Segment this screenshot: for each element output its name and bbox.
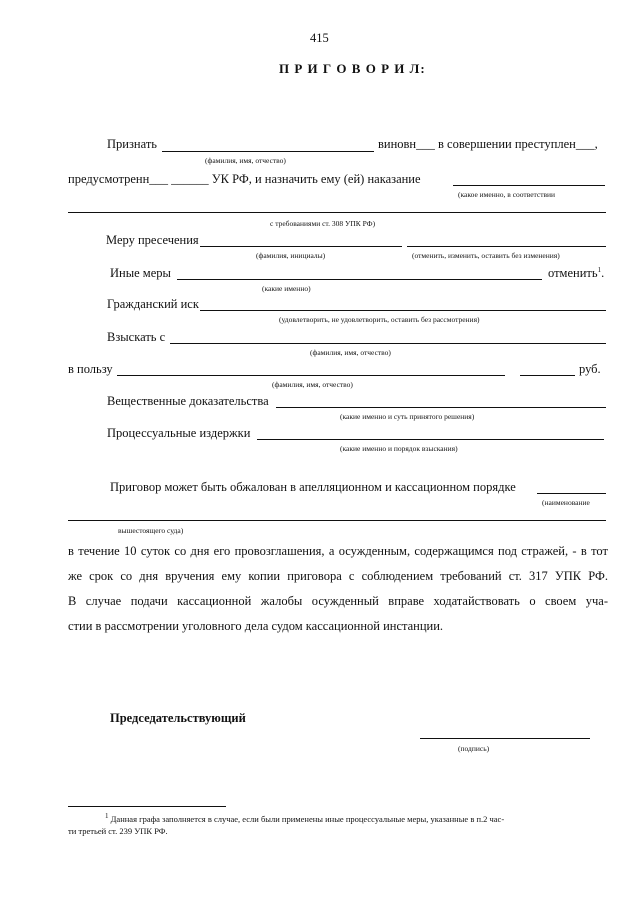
caption-civil-claim-options: (удовлетворить, не удовлетворить, оставить без рассмотрения) — [279, 315, 480, 324]
paragraph-line: в течение 10 суток со дня его провозглашения, а осужденным, содержащимся под стражей, - в тот — [68, 544, 608, 558]
blank-preventive-decision — [407, 246, 606, 247]
footnote-line-1 — [105, 812, 504, 824]
label-other-measures: Иные меры — [110, 266, 171, 280]
blank-court-name — [537, 493, 606, 494]
caption-full-name-3: (фамилия, имя, отчество) — [272, 380, 353, 389]
blank-other-measures — [177, 279, 542, 280]
footnote-text-1: Данная графа заполняется в случае, если были применены иные процессуальные меры, указанные в п.2 час- — [110, 813, 505, 824]
text-rubles: руб. — [579, 362, 601, 376]
footnote-separator — [68, 806, 226, 807]
paragraph-line: стии в рассмотрении уголовного дела судом кассационной инстанции. — [68, 619, 444, 633]
caption-which-exactly: (какое именно, в соответствии — [458, 190, 556, 199]
label-priznat: Признать — [107, 137, 157, 151]
blank-defendant-name — [162, 151, 374, 152]
label-procedural-costs: Процессуальные издержки — [107, 426, 251, 440]
caption-full-name-2: (фамилия, имя, отчество) — [310, 348, 391, 357]
text-guilty-of-crime: виновн___ в совершении преступлен___, — [378, 137, 598, 151]
blank-court-name-cont — [68, 520, 606, 521]
label-physical-evidence: Вещественные доказательства — [107, 394, 269, 408]
paragraph-line: же срок со дня вручения ему копии приговора с соблюдением требований ст. 317 УПК РФ. — [68, 569, 608, 583]
blank-physical-evidence — [276, 407, 606, 408]
blank-civil-claim — [200, 310, 606, 311]
blank-amount — [520, 375, 575, 376]
caption-which-ones: (какие именно) — [262, 284, 311, 293]
paragraph-line: В случае подачи кассационной жалобы осужденный вправе ходатайствовать о своем уча- — [68, 594, 608, 608]
text-appeal: Приговор может быть обжалован в апелляционном и кассационном порядке — [110, 480, 516, 494]
blank-punishment-cont — [68, 212, 606, 213]
caption-cancel-change-keep: (отменить, изменить, оставить без изменения) — [412, 251, 560, 260]
caption-art-308: с требованиями ст. 308 УПК РФ) — [270, 219, 376, 228]
blank-punishment — [453, 185, 605, 186]
footnote-text-2: ти третьей ст. 239 УПК РФ. — [68, 826, 168, 836]
blank-in-favor-of — [117, 375, 505, 376]
label-in-favor-of: в пользу — [68, 362, 113, 376]
label-presiding-judge: Председательствующий — [110, 711, 246, 725]
caption-costs-recovery: (какие именно и порядок взыскания) — [340, 444, 458, 453]
blank-recover-from — [170, 343, 606, 344]
label-provided-by: предусмотренн___ ______ УК РФ, и назначить ему (ей) наказание — [68, 172, 421, 186]
caption-court-name-b: вышестоящего суда) — [118, 526, 184, 535]
caption-court-name-a: (наименование — [542, 498, 590, 507]
blank-procedural-costs — [257, 439, 604, 440]
caption-full-name: (фамилия, имя, отчество) — [205, 156, 286, 165]
blank-signature — [420, 738, 590, 739]
caption-surname-initials: (фамилия, инициалы) — [256, 251, 326, 260]
label-preventive-measure: Меру пресечения — [106, 233, 199, 247]
label-recover-from: Взыскать с — [107, 330, 166, 344]
page-heading: П Р И Г О В О Р И Л: — [279, 61, 426, 76]
page-number: 415 — [310, 31, 329, 45]
caption-evidence-decision: (какие именно и суть принятого решения) — [340, 412, 475, 421]
footnote-ref-1: 1 — [597, 266, 602, 274]
text-cancel: отменить$^1$. — [548, 266, 605, 281]
appeal-terms-paragraph — [68, 539, 608, 639]
caption-signature: (подпись) — [458, 744, 490, 753]
blank-preventive-name — [200, 246, 402, 247]
label-civil-claim: Гражданский иск — [107, 297, 199, 311]
footnote-mark: 1 — [105, 812, 109, 820]
